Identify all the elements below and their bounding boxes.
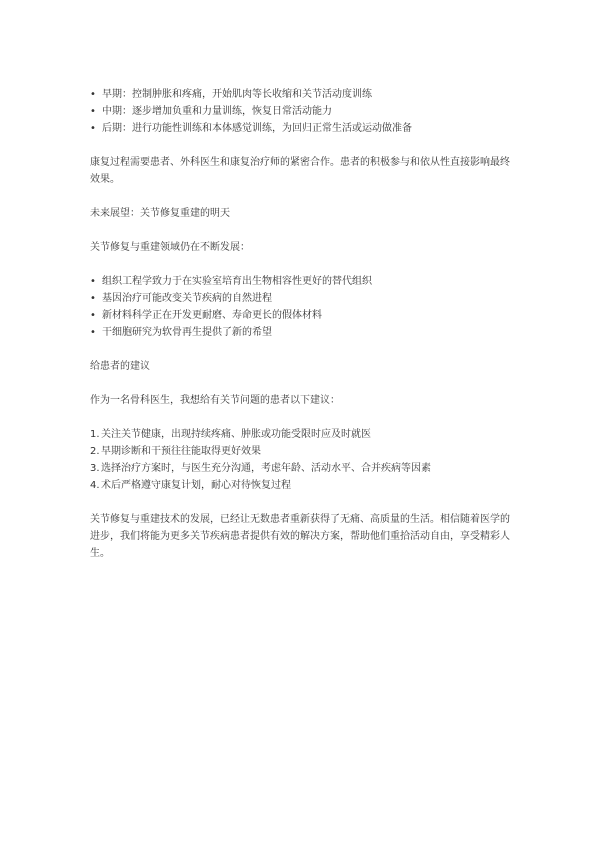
list-number: 2. <box>90 446 100 457</box>
recovery-phases-list <box>90 86 510 137</box>
future-list <box>90 273 510 341</box>
bullet-mark: • <box>90 89 96 100</box>
bullet-mark: • <box>90 310 96 321</box>
list-item <box>90 443 510 460</box>
future-heading: 未来展望：关节修复重建的明天 <box>90 208 230 219</box>
bullet-mark: • <box>90 123 96 134</box>
bullet-mark: • <box>90 276 96 287</box>
list-item <box>90 290 510 307</box>
bullet-mark: • <box>90 106 96 117</box>
list-item <box>90 103 510 120</box>
list-item-text: 后期：进行功能性训练和本体感觉训练，为回归正常生活或运动做准备 <box>102 123 412 134</box>
list-item-text: 基因治疗可能改变关节疾病的自然进程 <box>102 293 272 304</box>
document-content <box>90 86 510 562</box>
list-item <box>90 307 510 324</box>
future-intro: 关节修复与重建领域仍在不断发展： <box>90 242 250 253</box>
advice-intro: 作为一名骨科医生，我想给有关节问题的患者以下建议： <box>90 395 340 406</box>
list-item-text: 新材料科学正在开发更耐磨、寿命更长的假体材料 <box>102 310 322 321</box>
list-number: 4. <box>90 480 100 491</box>
advice-list <box>90 426 510 494</box>
list-number: 3. <box>90 463 100 474</box>
list-item <box>90 324 510 341</box>
list-item-text: 中期：逐步增加负重和力量训练，恢复日常活动能力 <box>102 106 332 117</box>
list-item-text: 选择治疗方案时，与医生充分沟通，考虑年龄、活动水平、合并疾病等因素 <box>101 463 431 474</box>
list-item-text: 术后严格遵守康复计划，耐心对待恢复过程 <box>101 480 291 491</box>
bullet-mark: • <box>90 327 96 338</box>
closing-paragraph: 关节修复与重建技术的发展，已经让无数患者重新获得了无痛、高质量的生活。相信随着医学的进步，我们将能为更多关节疾病患者提供有效的解决方案，帮助他们重拾活动自由，享受精彩人生。 <box>90 514 510 559</box>
cooperation-paragraph: 康复过程需要患者、外科医生和康复治疗师的紧密合作。患者的积极参与和依从性直接影响最终效果。 <box>90 157 510 185</box>
list-item-text: 早期：控制肿胀和疼痛，开始肌肉等长收缩和关节活动度训练 <box>102 89 372 100</box>
list-item <box>90 273 510 290</box>
list-item <box>90 86 510 103</box>
list-item <box>90 120 510 137</box>
list-item-text: 早期诊断和干预往往能取得更好效果 <box>101 446 261 457</box>
list-item <box>90 460 510 477</box>
list-item-text: 组织工程学致力于在实验室培育出生物相容性更好的替代组织 <box>102 276 372 287</box>
list-number: 1. <box>90 429 100 440</box>
list-item <box>90 426 510 443</box>
advice-heading: 给患者的建议 <box>90 361 150 372</box>
list-item <box>90 477 510 494</box>
list-item-text: 关注关节健康，出现持续疼痛、肿胀或功能受限时应及时就医 <box>101 429 371 440</box>
list-item-text: 干细胞研究为软骨再生提供了新的希望 <box>102 327 272 338</box>
bullet-mark: • <box>90 293 96 304</box>
